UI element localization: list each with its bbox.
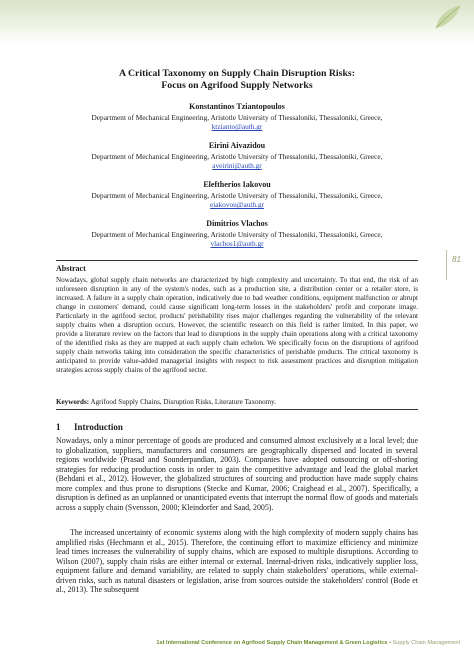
author-email[interactable]: ktzianto@auth.gr: [211, 122, 263, 132]
author-email[interactable]: eiakovou@auth.gr: [210, 200, 264, 210]
author-name: Eleftherios Iakovou: [203, 180, 271, 189]
title-line: Focus on Agrifood Supply Networks: [161, 80, 313, 91]
page-footer: [0, 640, 474, 646]
footer-track: Supply Chain Management: [392, 640, 460, 646]
abstract-heading: Abstract: [56, 264, 86, 273]
footer-conference: 1st International Conference on Agrifood Supply Chain Management & Green Logistics: [156, 640, 388, 646]
section-heading: [56, 422, 123, 432]
author-name: Konstantinos Tziantopoulos: [189, 102, 285, 111]
abstract-text: Nowadays, global supply chain networks are characterized by high complexity and uncertainty. To that end, the risk of an unforeseen disruption in any of the system's nodes, such as a production site, a distribution center or a retailer store, is increased. A failure in a supply chain operation, indicatively due to bad weather conditions, equipment malfunction or abrupt change in customers' demand, could cause significant long-term losses in the stakeholders' profit and corporate image. Particularly in the agrifood sector, products' perishability rises major challenges regarding the vulnerability of the relevant supply chains when a disruption occurs. However, the scientific research on this field is rather limited. In this paper, we provide a literature review on the factors that lead to disruptions in the supply chain operations along with a critical taxonomy of the identified risks as they are mapped at each supply chain echelon. We specifically focus on the disruptions of agrifood supply chain networks taking into consideration the specific characteristics of perishable products. The critical taxonomy is anticipated to provide value-added managerial insights with respect to risk assessment practices and disruption mitigation strategies across supply chains of the agrifood sector.: [56, 276, 418, 375]
author-email[interactable]: aveirini@auth.gr: [212, 161, 262, 171]
author-email[interactable]: vlachos1@auth.gr: [210, 239, 264, 249]
body-paragraph: The increased uncertainty of economic systems along with the high complexity of modern supply chains has amplified risks (Hechmann et al., 2015). Therefore, the continuing effort to maximize efficiency and minimize lead times increases the vulnerability of supply chains, which are exposed to multiple disruptions. According to Wilson (2007), supply chain risks are either internal or external. Internal-driven risks, indicatively supplier loss, equipment failure and demand variability, are related to supply chain stakeholders' operations, while external-driven risks, such as natural disasters or legislation, arise from sources outside the stakeholders' control (Bode et al., 2013). The subsequent: [56, 528, 418, 595]
margin-rule: [446, 250, 447, 280]
author-block: [40, 102, 434, 131]
section-title: Introduction: [74, 422, 123, 432]
author-block: [40, 219, 434, 248]
header-band: [0, 0, 474, 44]
body-paragraph: Nowadays, only a minor percentage of goods are produced and consumed almost exclusively at a local level; due to globalization, suppliers, manufacturers and consumers are geographically dispersed and located in several regions worldwide (Prasad and Sounderpandian, 2003). Companies have adopted outsourcing or off-shoring strategies for reducing production costs in order to gain the competitive advantage and lead the global market (Behdani et al., 2012). However, the globalized structures of sourcing and production have made supply chains more complex and thus prone to disruptions (Stecke and Kumar, 2006; Craighead et al., 2007). Specifically, a disruption is defined as an unplanned or unanticipated events that interrupt the normal flow of goods and materials across a supply chain (Svensson, 2000; Kleindorfer and Saad, 2005).: [56, 436, 418, 512]
author-block: [40, 141, 434, 170]
page-number: 81: [452, 255, 461, 264]
leaf-icon: [430, 2, 464, 32]
section-number: 1: [56, 422, 61, 432]
author-affiliation: Department of Mechanical Engineering, Aristotle University of Thessaloniki, Thessaloniki, Greece,: [91, 191, 383, 200]
title-line: A Critical Taxonomy on Supply Chain Disruption Risks:: [118, 68, 355, 79]
author-block: [40, 180, 434, 209]
abstract-top-rule: [56, 260, 418, 261]
author-affiliation: Department of Mechanical Engineering, Aristotle University of Thessaloniki, Thessaloniki, Greece,: [91, 152, 383, 161]
keywords: [56, 398, 418, 407]
footer-separator: •: [388, 640, 391, 646]
author-affiliation: Department of Mechanical Engineering, Aristotle University of Thessaloniki, Thessaloniki, Greece,: [91, 230, 383, 239]
author-name: Dimitrios Vlachos: [206, 219, 268, 228]
keywords-label: Keywords:: [56, 398, 90, 406]
keywords-text: Agrifood Supply Chains, Disruption Risks, Literature Taxonomy.: [90, 398, 277, 406]
abstract-bottom-rule: [56, 409, 418, 410]
paper-title: [40, 68, 434, 92]
author-name: Eirini Aivazidou: [208, 141, 266, 150]
author-affiliation: Department of Mechanical Engineering, Aristotle University of Thessaloniki, Thessaloniki, Greece,: [91, 113, 383, 122]
